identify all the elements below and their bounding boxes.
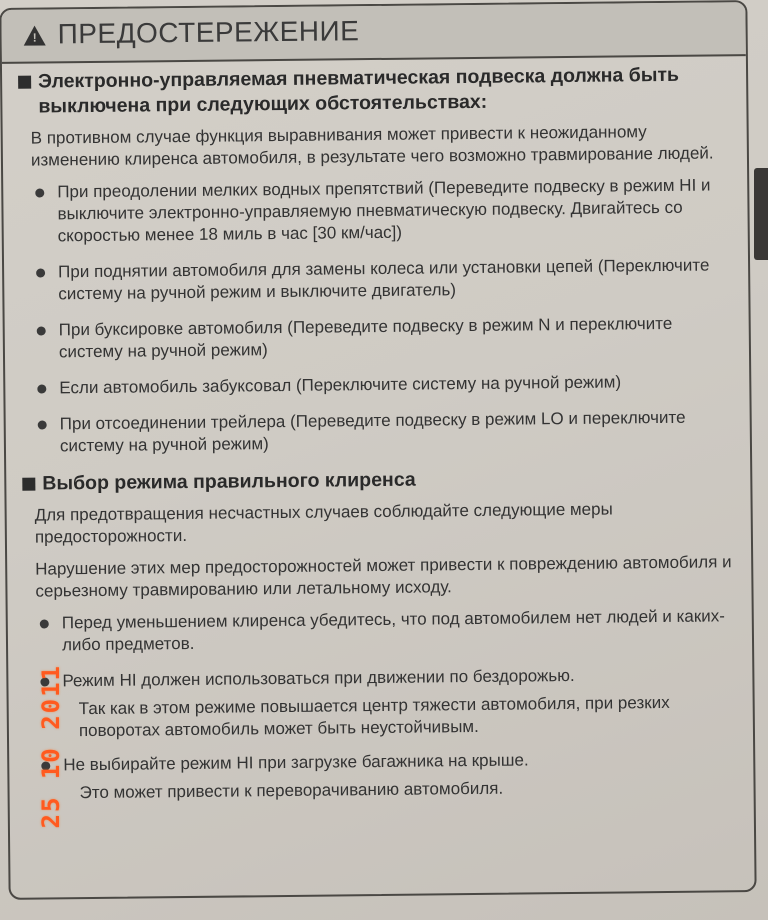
precautions-list-2 [23, 747, 741, 777]
section-heading-clearance [20, 464, 738, 497]
section-heading-suspension [16, 62, 734, 120]
warning-header [1, 2, 746, 64]
bullet-icon [35, 188, 44, 197]
list-item: При отсоединении трейлера (Переведите подвеску в режим LO и переключите систему на ручной режим) [20, 406, 738, 458]
section-heading-text: Выбор режима правильного клиренса [42, 468, 416, 495]
precautions-list [22, 605, 741, 693]
section-para: Для предотвращения несчастных случаев соблюдайте следующие меры предосторожности. [34, 499, 613, 547]
warning-title: ПРЕДОСТЕРЕЖЕНИЕ [57, 15, 360, 50]
list-item: При преодолении мелких водных препятствий (Переведите подвеску в режим HI и выключите электронно-управляемую пневматическую подвеску. Двигайтесь со скоростью менее 18 миль в час [30 км/час]) [17, 174, 736, 248]
list-item: Перед уменьшением клиренса убедитесь, что под автомобилем нет людей и каких-либо предметов. [22, 605, 740, 657]
list-item: При буксировке автомобиля (Переведите подвеску в режим N и переключите систему на ручной режим) [19, 312, 737, 364]
section-para: Нарушение этих мер предосторожностей может привести к повреждению автомобиля и серьезному травмированию или летальному исходу. [35, 552, 732, 601]
warning-content [16, 62, 742, 816]
bullet-note: Так как в этом режиме повышается центр тяжести автомобиля, при резких поворотах автомобиль может быть неустойчивым. [78, 692, 670, 741]
bullet-icon [40, 619, 49, 628]
bullet-icon [38, 420, 47, 429]
list-item: Если автомобиль забуксовал (Переключите систему на ручной режим) [19, 370, 737, 400]
section-square-icon [18, 76, 31, 89]
bullet-note: Это может привести к переворачиванию автомобиля. [79, 778, 504, 803]
bullet-icon [37, 326, 46, 335]
section-heading-text: Электронно-управляемая пневматическая подвеска должна быть выключена при следующих обстоятельствах: [38, 63, 680, 118]
bullet-icon [37, 384, 46, 393]
section-intro: В противном случае функция выравнивания может привести к неожиданному изменению клиренса автомобиля, в результате чего возможно травмирование людей. [30, 122, 714, 170]
chapter-tab [754, 168, 768, 260]
bullet-icon [36, 268, 45, 277]
conditions-list [17, 174, 738, 458]
section-square-icon [22, 478, 35, 491]
list-item: Не выбирайте режим HI при загрузке багажника на крыше. [23, 747, 741, 777]
list-item: При поднятии автомобиля для замены колеса или установки цепей (Переключите систему на ручной режим и выключите двигатель) [18, 254, 736, 306]
list-item: Режим HI должен использоваться при движении по бездорожью. [22, 663, 740, 693]
date-stamp: 25 10 2011 [37, 664, 65, 829]
warning-exclamation-icon: ! [32, 30, 37, 45]
